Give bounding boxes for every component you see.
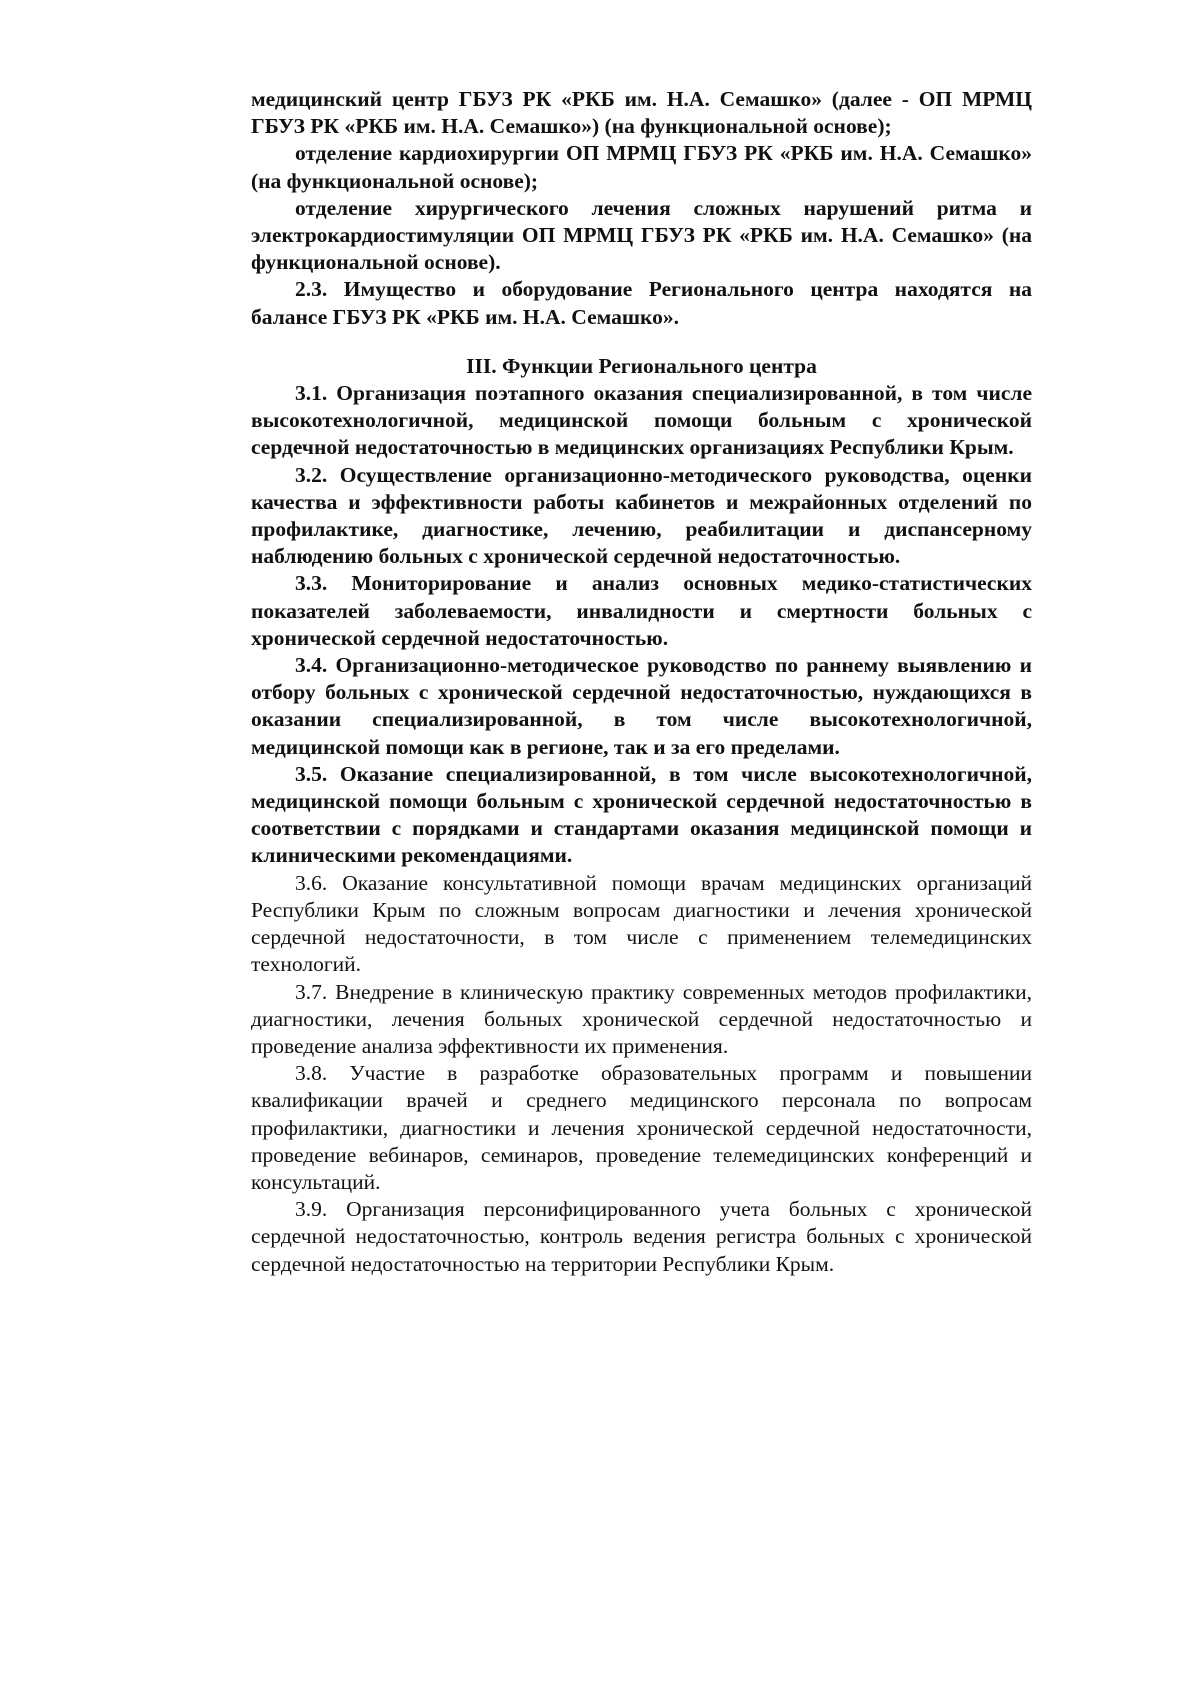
- section-3-heading: III. Функции Регионального центра: [466, 353, 817, 378]
- continuation-paragraph: медицинский центр ГБУЗ РК «РКБ им. Н.А. Семашко» (далее - ОП МРМЦ ГБУЗ РК «РКБ им. Н.А. Семашко») (на функциональной основе);: [251, 87, 1032, 139]
- clause-2-3: 2.3. Имущество и оборудование Регионального центра находятся на балансе ГБУЗ РК «РКБ им. Н.А. Семашко».: [251, 277, 1032, 329]
- clause-3-9: 3.9. Организация персонифицированного учета больных с хронической сердечной недостаточностью, контроль ведения регистра больных с хронической сердечной недостаточностью на территории Республики Крым.: [251, 1197, 1032, 1276]
- clause-3-5: 3.5. Оказание специализированной, в том числе высокотехнологичной, медицинской помощи больным с хронической сердечной недостаточностью в соответствии с порядками и стандартами оказания медицинской помощи и клиническими рекомендациями.: [251, 761, 1032, 868]
- clause-3-1: 3.1. Организация поэтапного оказания специализированной, в том числе высокотехнологичной, медицинской помощи больным с хронической сердечной недостаточностью в медицинских организациях Республики Крым.: [251, 381, 1032, 460]
- clause-3-2: 3.2. Осуществление организационно-методического руководства, оценки качества и эффективности работы кабинетов и межрайонных отделений по профилактике, диагностике, лечению, реабилитации и диспансерному наблюдению больных с хронической сердечной недостаточностью.: [251, 462, 1032, 569]
- clause-3-4: 3.4. Организационно-методическое руководство по раннему выявлению и отбору больных с хронической сердечной недостаточностью, нуждающихся в оказании специализированной, в том числе высокотехнологичной, медицинской помощи как в регионе, так и за его пределами.: [251, 653, 1032, 759]
- clause-3-3: 3.3. Мониторирование и анализ основных медико-статистических показателей заболеваемости, инвалидности и смертности больных с хронической сердечной недостаточностью.: [251, 571, 1032, 650]
- clause-3-8: 3.8. Участие в разработке образовательных программ и повышении квалификации врачей и среднего медицинского персонала по вопросам профилактики, диагностики и лечения хронической сердечной недостаточности, проведение вебинаров, семинаров, проведение телемедицинских конференций и консультаций.: [251, 1061, 1032, 1194]
- list-item-rhythm-surgery: отделение хирургического лечения сложных нарушений ритма и электрокардиостимуляции ОП МРМЦ ГБУЗ РК «РКБ им. Н.А. Семашко» (на функциональной основе).: [251, 195, 1032, 275]
- list-item-cardiac-surgery: отделение кардиохирургии ОП МРМЦ ГБУЗ РК «РКБ им. Н.А. Семашко» (на функциональной основе);: [251, 141, 1032, 193]
- document-body: [251, 86, 1032, 1278]
- clause-3-7: 3.7. Внедрение в клиническую практику современных методов профилактики, диагностики, лечения больных хронической сердечной недостаточностью и проведение анализа эффективности их применения.: [251, 979, 1032, 1058]
- clause-3-6: 3.6. Оказание консультативной помощи врачам медицинских организаций Республики Крым по сложным вопросам диагностики и лечения хронической сердечной недостаточности, в том числе с применением телемедицинских технологий.: [251, 870, 1032, 977]
